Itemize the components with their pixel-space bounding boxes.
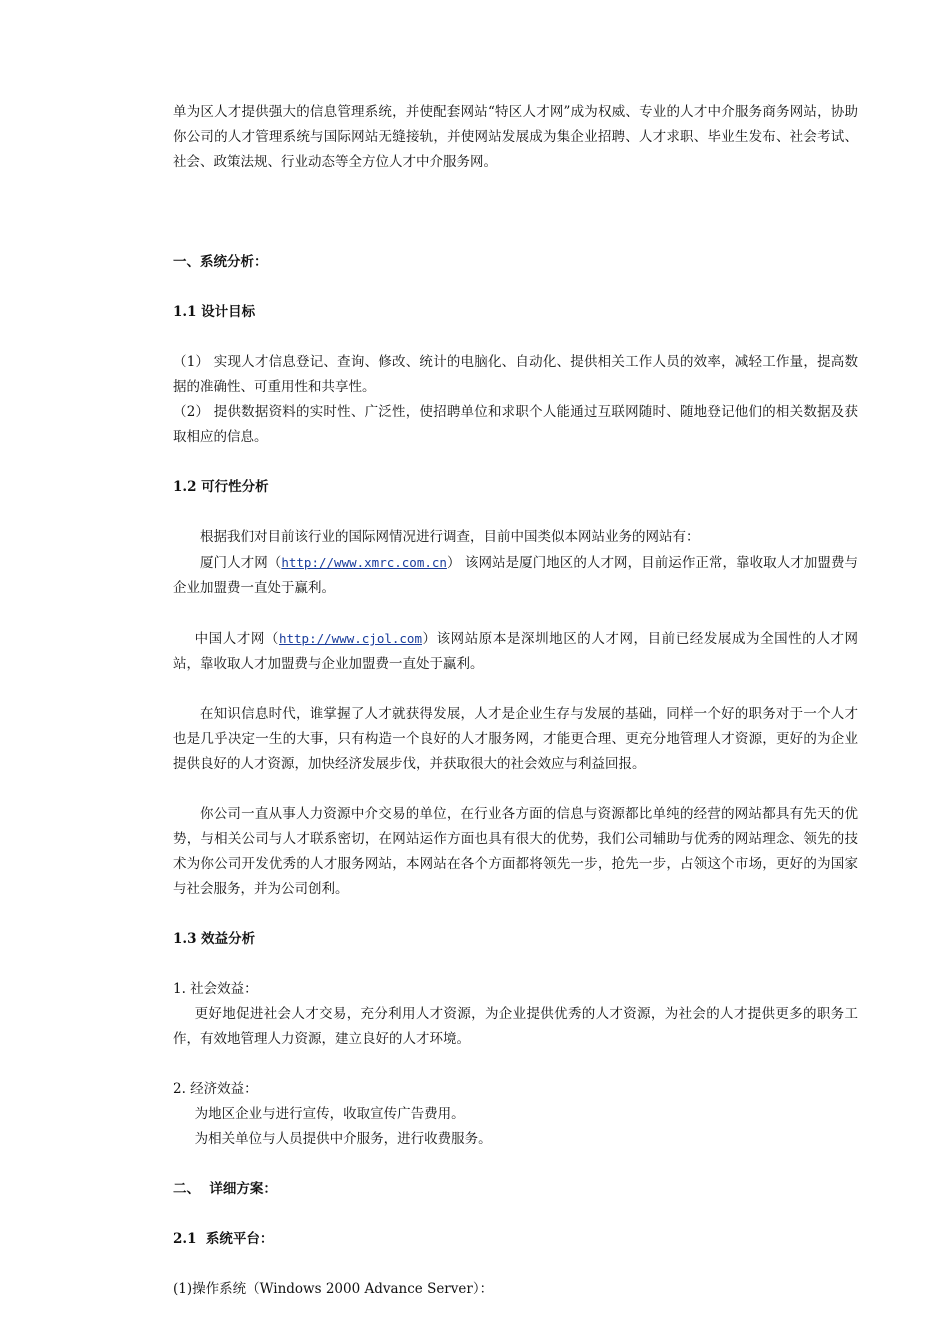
site-xmrc-name: 厦门人才网（ bbox=[200, 555, 282, 571]
site-cjol-desc: ）该网站原本是深圳地区的人才网，目前已经发展成为全国性的人才网站，靠收取人才加盟费与企业加盟费一直处于赢利。 bbox=[173, 631, 858, 672]
section2-1-heading: 2.1 系统平台： bbox=[173, 1231, 274, 1247]
site-xmrc-link[interactable]: http://www.xmrc.com.cn bbox=[281, 555, 447, 570]
document-page bbox=[173, 100, 858, 1302]
section1-heading: 一、系统分析： bbox=[173, 254, 268, 270]
os-item: (1)操作系统（Windows 2000 Advance Server）： bbox=[173, 1281, 494, 1297]
site-xmrc-desc: ） 该网站是厦门地区的人才网，目前运作正常，靠收取人才加盟费与企业加盟费一直处于赢利。 bbox=[173, 555, 859, 596]
section1-1-heading: 1.1 设计目标 bbox=[173, 304, 256, 320]
company-advantage-paragraph: 你公司一直从事人力资源中介交易的单位，在行业各方面的信息与资源都比单纯的经营的网站都具有先天的优势，与相关公司与人才联系密切，在网站运作方面也具有很大的优势，我们公司辅助与优秀的网站理念、领先的技术为你公司开发优秀的人才服务网站，本网站在各个方面都将领先一步，抢先一步，占领这个市场，更好的为国家与社会服务，并为公司创利。 bbox=[173, 806, 858, 897]
feasibility-intro: 根据我们对目前该行业的国际网情况进行调查，目前中国类似本网站业务的网站有： bbox=[200, 529, 700, 545]
intro-paragraph: 单为区人才提供强大的信息管理系统，并使配套网站“特区人才网”成为权威、专业的人才中介服务商务网站，协助你公司的人才管理系统与国际网站无缝接轨，并使网站发展成为集企业招聘、人才求职、毕业生发布、社会考试、社会、政策法规、行业动态等全方位人才中介服务网。 bbox=[173, 104, 858, 170]
site-cjol-link[interactable]: http://www.cjol.com bbox=[278, 631, 422, 646]
section2-heading: 二、 详细方案： bbox=[173, 1181, 277, 1197]
knowledge-era-paragraph: 在知识信息时代，谁掌握了人才就获得发展，人才是企业生存与发展的基础，同样一个好的职务对于一个人才也是几乎决定一生的大事，只有构造一个良好的人才服务网，才能更合理、更充分地管理人才资源，更好的为企业提供良好的人才资源，加快经济发展步伐，并获取很大的社会效应与利益回报。 bbox=[173, 706, 858, 772]
social-benefit-label: 1. 社会效益： bbox=[173, 981, 258, 997]
social-benefit-text: 更好地促进社会人才交易，充分利用人才资源，为企业提供优秀的人才资源，为社会的人才提供更多的职务工作，有效地管理人力资源，建立良好的人才环境。 bbox=[173, 1006, 858, 1047]
site-cjol-name: 中国人才网（ bbox=[194, 631, 279, 647]
economic-benefit-item-1: 为地区企业与进行宣传，收取宣传广告费用。 bbox=[194, 1106, 465, 1122]
economic-benefit-label: 2. 经济效益： bbox=[173, 1081, 258, 1097]
goal-item-2: （2） 提供数据资料的实时性、广泛性，使招聘单位和求职个人能通过互联网随时、随地登记他们的相关数据及获取相应的信息。 bbox=[173, 404, 858, 445]
goal-item-1: （1） 实现人才信息登记、查询、修改、统计的电脑化、自动化、提供相关工作人员的效率，减轻工作量，提高数据的准确性、可重用性和共享性。 bbox=[173, 354, 858, 395]
site-cjol-paragraph bbox=[173, 626, 858, 677]
economic-benefit-item-2: 为相关单位与人员提供中介服务，进行收费服务。 bbox=[194, 1131, 492, 1147]
site-xmrc-paragraph bbox=[173, 550, 858, 601]
section1-2-heading: 1.2 可行性分析 bbox=[173, 479, 269, 495]
section1-3-heading: 1.3 效益分析 bbox=[173, 931, 256, 947]
